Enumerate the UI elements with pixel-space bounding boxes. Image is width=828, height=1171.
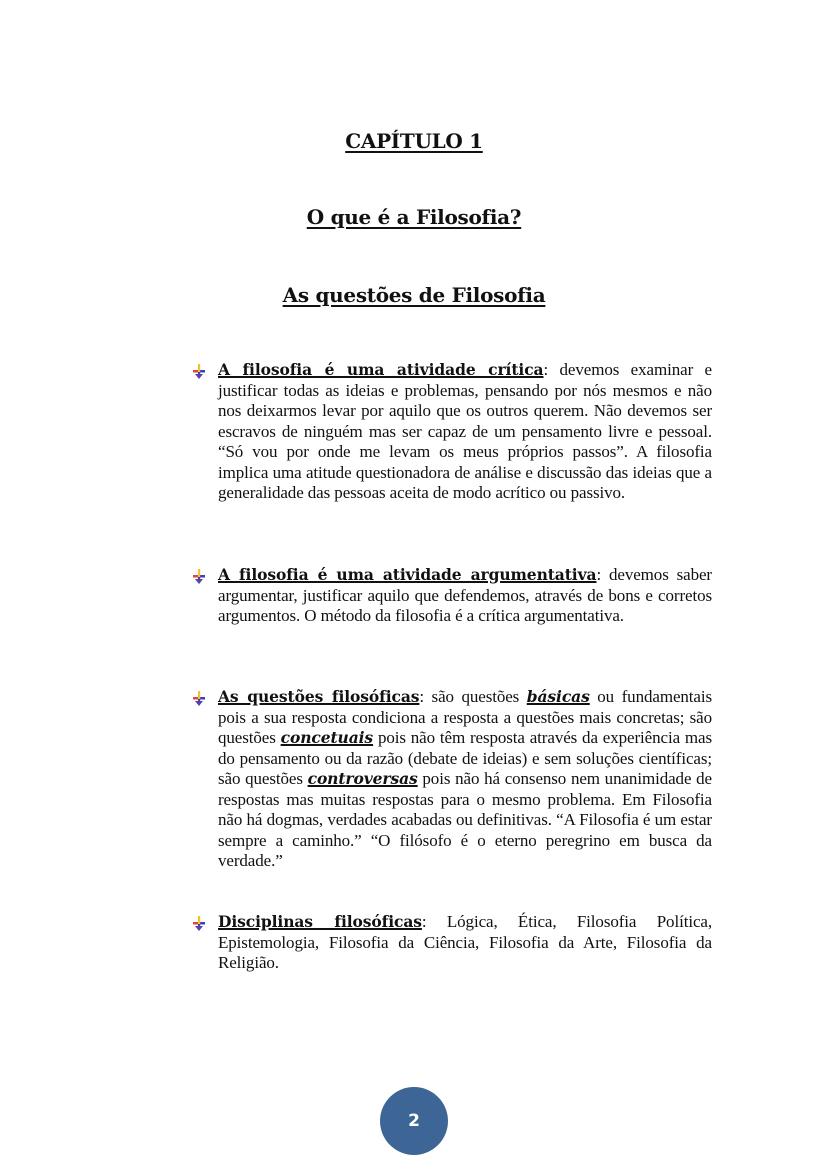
page-number-badge bbox=[380, 1087, 448, 1155]
list-item-body: : devemos examinar e justificar todas as ideias e problemas, pensando por nós mesmos e não nos deixarmos levar por aquilo que os outros querem. Não devemos ser escravos de ninguém mas ser capaz de um pensamento livre e pessoal. “Só vou por onde me levam os meus próprios passos”. A filosofia implica uma atitude questionadora de análise e discussão das ideias que a generalidade das pessoas aceita de modo acrítico ou passivo. bbox=[218, 360, 712, 502]
page-title bbox=[0, 205, 828, 229]
list-item-lead: Disciplinas filosóficas bbox=[218, 912, 422, 931]
list-item-text bbox=[218, 360, 712, 504]
down-arrow-bullet-icon bbox=[192, 568, 206, 584]
chapter-heading-text: CAPÍTULO 1 bbox=[345, 129, 483, 153]
list-item-body: pois não têm resposta através da experiência mas do pensamento ou da razão (debate de ideias) e sem soluções científicas; são questões bbox=[218, 728, 712, 788]
list-item-lead: As questões filosóficas bbox=[218, 687, 420, 706]
list-item-lead: A filosofia é uma atividade crítica bbox=[218, 360, 544, 379]
emphasis-basicas: básicas bbox=[526, 687, 590, 706]
list-item-text bbox=[218, 912, 712, 974]
list-item-body: pois não há consenso nem unanimidade de respostas mas muitas respostas para o mesmo problema. Em Filosofia não há dogmas, verdades acabadas ou definitivas. “A Filosofia é um estar sempre a caminho.” “O filósofo é o eterno peregrino em busca da verdade.” bbox=[218, 769, 712, 870]
list-item bbox=[192, 912, 712, 974]
down-arrow-bullet-icon bbox=[192, 915, 206, 931]
list-item-body: : Lógica, Ética, Filosofia Política, Epistemologia, Filosofia da Ciência, Filosofia da Arte, Filosofia da Religião. bbox=[218, 912, 712, 972]
emphasis-concetuais: concetuais bbox=[280, 728, 374, 747]
list-item-text bbox=[218, 687, 712, 872]
down-arrow-bullet-icon bbox=[192, 363, 206, 379]
section-heading-text: As questões de Filosofia bbox=[282, 283, 546, 307]
emphasis-controversas: controversas bbox=[307, 769, 418, 788]
page-title-text: O que é a Filosofia? bbox=[306, 205, 522, 229]
chapter-heading bbox=[0, 129, 828, 153]
down-arrow-bullet-icon bbox=[192, 690, 206, 706]
list-item-body: : são questões bbox=[419, 687, 527, 706]
list-item-body: : devemos saber argumentar, justificar aquilo que defendemos, através de bons e corretos argumentos. O método da filosofia é a crítica argumentativa. bbox=[218, 565, 712, 625]
list-item-body: ou fundamentais pois a sua resposta condiciona a resposta a questões mais concretas; são questões bbox=[218, 687, 712, 747]
section-heading bbox=[0, 283, 828, 307]
list-item bbox=[192, 565, 712, 627]
list-item bbox=[192, 687, 712, 872]
list-item-lead: A filosofia é uma atividade argumentativa bbox=[218, 565, 597, 584]
page-number: 2 bbox=[408, 1111, 420, 1131]
list-item-text bbox=[218, 565, 712, 627]
list-item bbox=[192, 360, 712, 504]
